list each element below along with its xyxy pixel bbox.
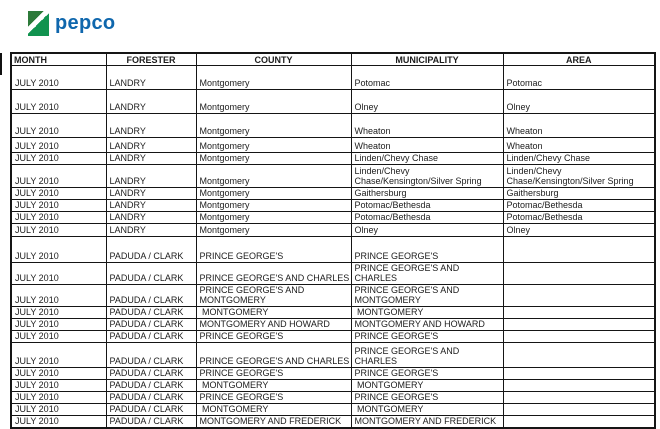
table-row [11, 114, 655, 138]
cell-municipality: Gaithersburg [351, 188, 503, 200]
cell-month: JULY 2010 [11, 380, 106, 392]
cell-month: JULY 2010 [11, 66, 106, 90]
column-header-area: AREA [503, 53, 655, 66]
cell-forester: LANDRY [106, 114, 196, 138]
table-row [11, 319, 655, 331]
cell-forester: LANDRY [106, 188, 196, 200]
pepco-logo [28, 11, 115, 36]
cell-month: JULY 2010 [11, 368, 106, 380]
cell-municipality: MONTGOMERY AND HOWARD [351, 319, 503, 331]
cell-area [503, 285, 655, 307]
cell-area [503, 380, 655, 392]
column-header-month: MONTH [11, 53, 106, 66]
table-row [11, 285, 655, 307]
cell-month: JULY 2010 [11, 392, 106, 404]
cell-month: JULY 2010 [11, 404, 106, 416]
table-row [11, 188, 655, 200]
table-row [11, 368, 655, 380]
table-row [11, 416, 655, 429]
cell-forester: LANDRY [106, 212, 196, 224]
table-row [11, 138, 655, 153]
cell-area [503, 237, 655, 263]
cell-area: Potomac/Bethesda [503, 212, 655, 224]
cell-month: JULY 2010 [11, 319, 106, 331]
cell-municipality: Potomac [351, 66, 503, 90]
cell-county: Montgomery [196, 114, 351, 138]
cell-county: Montgomery [196, 66, 351, 90]
cell-county: PRINCE GEORGE'S AND CHARLES [196, 263, 351, 285]
table-row [11, 263, 655, 285]
table-row [11, 331, 655, 343]
cell-forester: PADUDA / CLARK [106, 343, 196, 368]
cell-month: JULY 2010 [11, 307, 106, 319]
cell-forester: LANDRY [106, 90, 196, 114]
cell-month: JULY 2010 [11, 212, 106, 224]
cell-forester: PADUDA / CLARK [106, 380, 196, 392]
cell-month: JULY 2010 [11, 114, 106, 138]
table-row [11, 343, 655, 368]
cell-municipality: Linden/Chevy Chase [351, 153, 503, 165]
table-row [11, 212, 655, 224]
cell-municipality: PRINCE GEORGE'S [351, 368, 503, 380]
cell-county: Montgomery [196, 90, 351, 114]
pepco-wordmark: pepco [55, 12, 116, 34]
cell-month: JULY 2010 [11, 165, 106, 188]
cell-county: MONTGOMERY AND HOWARD [196, 319, 351, 331]
cell-municipality: Olney [351, 224, 503, 237]
cell-month: JULY 2010 [11, 416, 106, 429]
cell-municipality: PRINCE GEORGE'S [351, 237, 503, 263]
cell-municipality: Wheaton [351, 138, 503, 153]
cell-municipality: PRINCE GEORGE'S [351, 331, 503, 343]
cell-area [503, 331, 655, 343]
cell-county: MONTGOMERY [196, 380, 351, 392]
cell-forester: LANDRY [106, 138, 196, 153]
cell-county: PRINCE GEORGE'S AND CHARLES [196, 343, 351, 368]
cell-municipality: MONTGOMERY [351, 380, 503, 392]
cell-municipality: MONTGOMERY AND FREDERICK [351, 416, 503, 429]
cell-county: Montgomery [196, 153, 351, 165]
forester-assignment-table [10, 52, 656, 429]
table-row [11, 392, 655, 404]
cell-county: Montgomery [196, 138, 351, 153]
cell-county: MONTGOMERY [196, 307, 351, 319]
cell-forester: PADUDA / CLARK [106, 263, 196, 285]
cell-county: Montgomery [196, 212, 351, 224]
table-row [11, 380, 655, 392]
cell-municipality: MONTGOMERY [351, 307, 503, 319]
cell-month: JULY 2010 [11, 224, 106, 237]
cell-month: JULY 2010 [11, 285, 106, 307]
cell-forester: LANDRY [106, 66, 196, 90]
cell-area [503, 307, 655, 319]
cell-county: PRINCE GEORGE'S AND MONTGOMERY [196, 285, 351, 307]
cell-forester: PADUDA / CLARK [106, 404, 196, 416]
table-row [11, 66, 655, 90]
pepco-flag-icon [28, 11, 49, 36]
cell-municipality: PRINCE GEORGE'S [351, 392, 503, 404]
cell-forester: PADUDA / CLARK [106, 237, 196, 263]
cell-forester: LANDRY [106, 165, 196, 188]
cell-area: Wheaton [503, 138, 655, 153]
header-row [11, 53, 655, 66]
cell-county: Montgomery [196, 224, 351, 237]
cell-area [503, 343, 655, 368]
cell-forester: PADUDA / CLARK [106, 331, 196, 343]
cell-area: Linden/Chevy Chase/Kensington/Silver Spring [503, 165, 655, 188]
table-row [11, 224, 655, 237]
column-header-forester: FORESTER [106, 53, 196, 66]
cell-area: Wheaton [503, 114, 655, 138]
scan-artifact-mark [0, 53, 2, 75]
cell-municipality: Olney [351, 90, 503, 114]
cell-area: Gaithersburg [503, 188, 655, 200]
cell-municipality: PRINCE GEORGE'S AND CHARLES [351, 263, 503, 285]
cell-county: Montgomery [196, 188, 351, 200]
cell-county: Montgomery [196, 165, 351, 188]
table-row [11, 237, 655, 263]
table-row [11, 153, 655, 165]
table-row [11, 165, 655, 188]
cell-county: PRINCE GEORGE'S [196, 368, 351, 380]
cell-month: JULY 2010 [11, 138, 106, 153]
cell-area [503, 416, 655, 429]
cell-area: Potomac/Bethesda [503, 200, 655, 212]
cell-forester: PADUDA / CLARK [106, 368, 196, 380]
cell-county: Montgomery [196, 200, 351, 212]
table-row [11, 90, 655, 114]
cell-county: PRINCE GEORGE'S [196, 392, 351, 404]
cell-municipality: Potomac/Bethesda [351, 212, 503, 224]
cell-municipality: PRINCE GEORGE'S AND MONTGOMERY [351, 285, 503, 307]
cell-forester: LANDRY [106, 153, 196, 165]
cell-area [503, 263, 655, 285]
cell-forester: PADUDA / CLARK [106, 285, 196, 307]
cell-forester: LANDRY [106, 224, 196, 237]
cell-municipality: Potomac/Bethesda [351, 200, 503, 212]
cell-forester: PADUDA / CLARK [106, 416, 196, 429]
cell-month: JULY 2010 [11, 188, 106, 200]
cell-month: JULY 2010 [11, 237, 106, 263]
cell-forester: PADUDA / CLARK [106, 319, 196, 331]
cell-municipality: PRINCE GEORGE'S AND CHARLES [351, 343, 503, 368]
table-row [11, 200, 655, 212]
cell-month: JULY 2010 [11, 331, 106, 343]
cell-area [503, 392, 655, 404]
cell-area [503, 368, 655, 380]
cell-area: Olney [503, 90, 655, 114]
cell-municipality: MONTGOMERY [351, 404, 503, 416]
cell-forester: LANDRY [106, 200, 196, 212]
table-row [11, 307, 655, 319]
cell-area: Olney [503, 224, 655, 237]
cell-county: PRINCE GEORGE'S [196, 331, 351, 343]
cell-municipality: Wheaton [351, 114, 503, 138]
cell-month: JULY 2010 [11, 263, 106, 285]
cell-area [503, 404, 655, 416]
table-header [11, 53, 655, 66]
cell-forester: PADUDA / CLARK [106, 392, 196, 404]
cell-area [503, 319, 655, 331]
cell-area: Linden/Chevy Chase [503, 153, 655, 165]
cell-county: PRINCE GEORGE'S [196, 237, 351, 263]
cell-area: Potomac [503, 66, 655, 90]
column-header-municipality: MUNICIPALITY [351, 53, 503, 66]
cell-municipality: Linden/Chevy Chase/Kensington/Silver Spring [351, 165, 503, 188]
cell-month: JULY 2010 [11, 90, 106, 114]
cell-forester: PADUDA / CLARK [106, 307, 196, 319]
cell-month: JULY 2010 [11, 153, 106, 165]
table-row [11, 404, 655, 416]
cell-month: JULY 2010 [11, 200, 106, 212]
table-body [11, 66, 655, 429]
cell-county: MONTGOMERY [196, 404, 351, 416]
cell-month: JULY 2010 [11, 343, 106, 368]
column-header-county: COUNTY [196, 53, 351, 66]
cell-county: MONTGOMERY AND FREDERICK [196, 416, 351, 429]
